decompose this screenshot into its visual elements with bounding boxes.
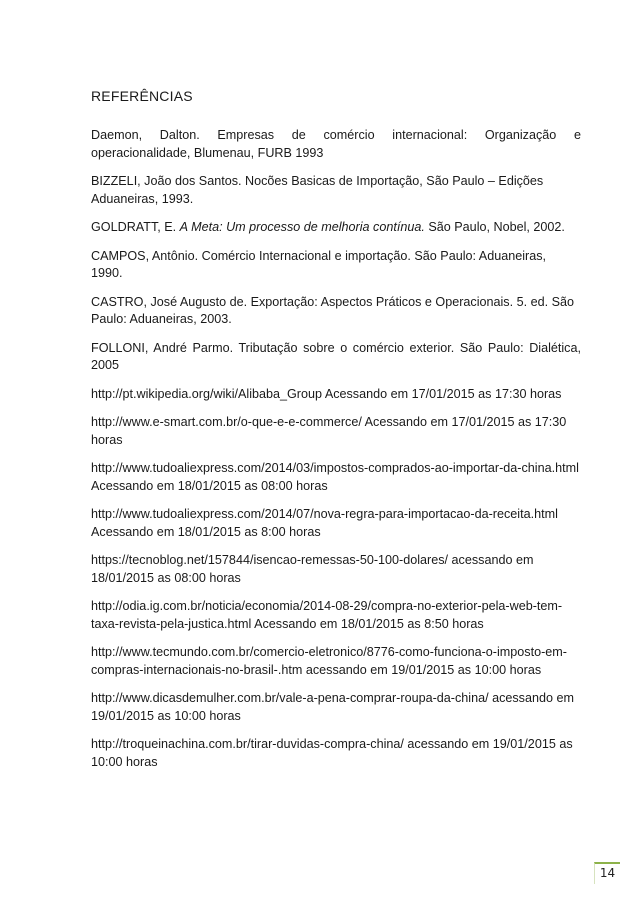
reference-publisher: São Paulo, Nobel, 2002. (424, 220, 565, 234)
reference-entry: Daemon, Dalton. Empresas de comércio internacional: Organização e operacionalidade, Blumenau, FURB 1993 (91, 128, 581, 160)
reference-entry: http://www.tudoaliexpress.com/2014/03/impostos-comprados-ao-importar-da-china.html Acessando em 18/01/2015 as 08:00 horas (91, 461, 579, 493)
reference-author: GOLDRATT, E. (91, 220, 180, 234)
reference-entry (91, 219, 581, 237)
references-heading: REFERÊNCIAS (91, 88, 193, 104)
reference-entry: http://www.tecmundo.com.br/comercio-eletronico/8776-como-funciona-o-imposto-em-compras-internacionais-no-brasil-.htm acessando em 19/01/2015 as 10:00 horas (91, 645, 567, 677)
reference-entry: http://www.tudoaliexpress.com/2014/07/nova-regra-para-importacao-da-receita.html Acessando em 18/01/2015 as 8:00 horas (91, 507, 558, 539)
reference-entry: CASTRO, José Augusto de. Exportação: Aspectos Práticos e Operacionais. 5. ed. São Paulo: Aduaneiras, 2003. (91, 294, 575, 326)
reference-entry: http://www.dicasdemulher.com.br/vale-a-pena-comprar-roupa-da-china/ acessando em 19/01/2015 as 10:00 horas (91, 691, 574, 723)
reference-entry: FOLLONI, André Parmo. Tributação sobre o comércio exterior. São Paulo: Dialética, 2005 (91, 340, 581, 372)
references-section (91, 88, 581, 782)
reference-entry: http://www.e-smart.com.br/o-que-e-e-commerce/ Acessando em 17/01/2015 as 17:30 horas (91, 415, 567, 447)
reference-entry: CAMPOS, Antônio. Comércio Internacional e importação. São Paulo: Aduaneiras, 1990. (91, 248, 547, 280)
reference-entry: BIZZELI, João dos Santos. Nocões Basicas de Importação, São Paulo – Edições Aduaneiras, 1993. (91, 174, 544, 206)
reference-entry: https://tecnoblog.net/157844/isencao-remessas-50-100-dolares/ acessando em 18/01/2015 as 08:00 horas (91, 553, 534, 585)
reference-title-italic: A Meta: Um processo de melhoria contínua. (179, 220, 425, 234)
page-number: 14 (594, 862, 620, 884)
reference-entry: http://pt.wikipedia.org/wiki/Alibaba_Group Acessando em 17/01/2015 as 17:30 horas (91, 386, 562, 401)
reference-entry: http://odia.ig.com.br/noticia/economia/2014-08-29/compra-no-exterior-pela-web-tem-taxa-revista-pela-justica.html Acessando em 18/01/2015 as 8:50 horas (91, 599, 563, 631)
reference-entry: http://troqueinachina.com.br/tirar-duvidas-compra-china/ acessando em 19/01/2015 as 10:00 horas (91, 737, 573, 769)
